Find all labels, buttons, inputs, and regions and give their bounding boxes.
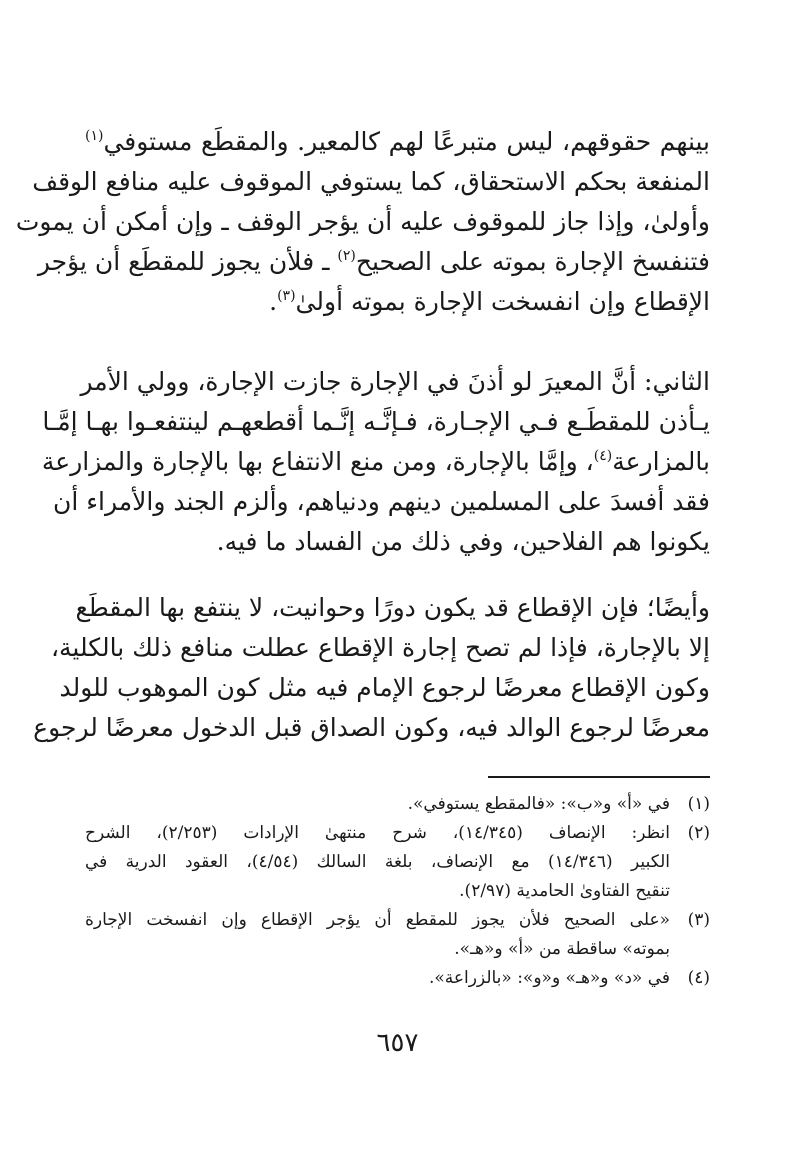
text-line: معرضًا لرجوع الوالد فيه، وكون الصداق قبل الدخول معرضًا لرجوع [33, 713, 710, 742]
footnote-line: انظر: الإنصاف (١٤/٣٤٥)، شرح منتهىٰ الإرادات (٢/٢٥٣)، الشرح [85, 823, 670, 843]
text-line: بالمزارعة$^{(٤)}$، وإمَّا بالإجارة، ومن منع الانتفاع بها بالإجارة والمزارعة [41, 447, 710, 476]
footnote-number: (٣) [687, 910, 710, 930]
text-line: الثاني: أنَّ المعيرَ لو أذنَ في الإجارة جازت الإجارة، وولي الأمر [80, 367, 710, 396]
text-line: يكونوا هم الفلاحين، وفي ذلك من الفساد ما فيه. [216, 527, 710, 556]
footnote-line: في «أ» و«ب»: «فالمقطع يستوفي». [407, 794, 670, 814]
text-line: الإقطاع وإن انفسخت الإجارة بموته أولىٰ$^{(٣)}$. [269, 287, 710, 316]
text-line: فقد أفسدَ على المسلمين دينهم ودنياهم، وألزم الجند والأمراء أن [53, 487, 710, 516]
text-line: وأيضًا؛ فإن الإقطاع قد يكون دورًا وحوانيت، لا ينتفع بها المقطَع [75, 593, 710, 622]
footnote-ref[interactable]: (٢) [337, 248, 356, 264]
footnote-line: بموته» ساقطة من «أ» و«هـ». [454, 939, 670, 959]
footnote-separator [488, 776, 710, 778]
text-line: وأولىٰ، وإذا جاز للموقوف عليه أن يؤجر الوقف ـ وإن أمكن أن يموت [15, 207, 710, 236]
footnote [85, 819, 710, 906]
footnote-ref[interactable]: (٤) [593, 448, 613, 464]
paragraph-3 [33, 588, 710, 748]
paragraph-2 [41, 362, 710, 562]
footnote [85, 964, 710, 993]
footnote-ref[interactable]: (٣) [277, 288, 296, 304]
text-line: إلا بالإجارة، فإذا لم تصح إجارة الإقطاع عطلت منافع ذلك بالكلية، [50, 633, 710, 662]
footnote-ref[interactable]: (١) [85, 128, 104, 144]
text-line: المنفعة بحكم الاستحقاق، كما يستوفي الموقوف عليه منافع الوقف [32, 167, 710, 196]
page-number: ٦٥٧ [376, 1028, 419, 1058]
footnote [85, 790, 710, 819]
text-line: يـأذن للمقطَـع فـي الإجـارة، فـإنَّـه إنَّـما أقطعهـم لينتفعـوا بهـا إمَّـا [42, 407, 710, 436]
footnote-number: (١) [687, 794, 710, 814]
footnote-line: في «د» و«هـ» و«و»: «بالزراعة». [428, 968, 670, 988]
footnote-line: الكبير (١٤/٣٤٦) مع الإنصاف، بلغة السالك (٤/٥٤)، العقود الدرية في [85, 852, 670, 872]
text-line: وكون الإقطاع معرضًا لرجوع الإمام فيه مثل كون الموهوب للولد [59, 673, 710, 702]
footnote-line: «على الصحيح فلأن يجوز للمقطع أن يؤجر الإقطاع وإن انفسخت الإجارة [85, 910, 670, 930]
text-line: بينهم حقوقهم، ليس متبرعًا لهم كالمعير. والمقطَع مستوفي$^{(١)}$ [85, 127, 710, 156]
footnote-line: تنقيح الفتاوىٰ الحامدية (٢/٩٧). [459, 881, 670, 901]
footnote [85, 906, 710, 964]
paragraph-1 [15, 122, 710, 322]
footnotes [85, 790, 710, 993]
footnote-number: (٢) [687, 823, 710, 843]
text-line: فتنفسخ الإجارة بموته على الصحيح$^{(٢)}$ ـ فلأن يجوز للمقطَع أن يؤجر [37, 247, 710, 276]
footnote-number: (٤) [687, 968, 710, 988]
